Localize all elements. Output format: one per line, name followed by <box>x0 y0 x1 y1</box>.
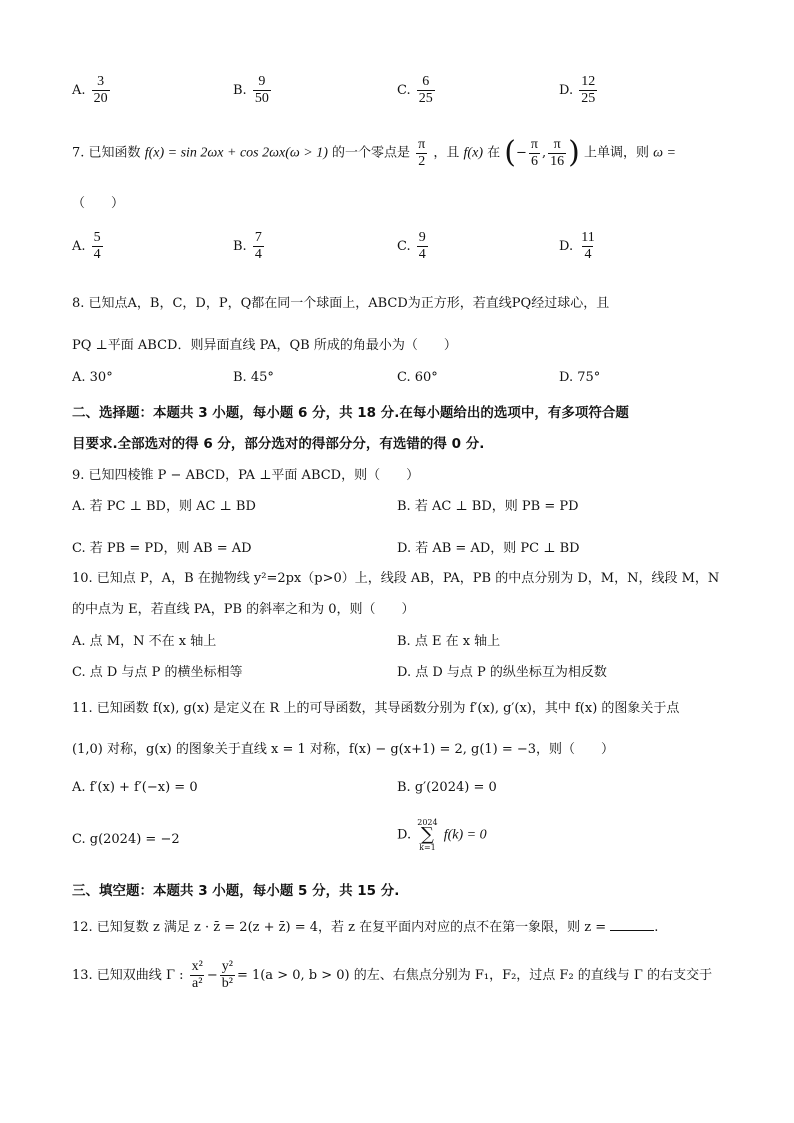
option-label: A. <box>72 239 86 254</box>
q7-function: f(x) = sin 2ωx + cos 2ωx(ω > 1) <box>144 145 328 161</box>
q10-option-a: A. 点 M，N 不在 x 轴上 <box>72 634 217 649</box>
q9-option-c: C. 若 PB = PD，则 AB = AD <box>72 541 252 556</box>
right-paren: ) <box>568 135 580 170</box>
q7-function: f(x) <box>463 145 483 161</box>
option-label: D. <box>559 239 574 254</box>
fraction: $\frac{3}{20}$ <box>93 74 108 106</box>
sigma-glyph: ∑ <box>420 824 434 845</box>
sum-expression: f(k) = 0 <box>443 827 487 843</box>
fraction: $\frac{\pi}{16}$ <box>550 136 565 169</box>
q12-stem <box>72 916 658 935</box>
q11-line2: (1,0) 对称，g(x) 的图象关于直线 x = 1 对称，f(x) − g(x+1) = 2, g(1) = −3，则（ ） <box>72 742 615 757</box>
q8-option-b: B. 45° <box>233 370 274 385</box>
option-label: C. <box>397 83 411 98</box>
q8-option-c: C. 60° <box>397 370 438 385</box>
q7-omega: ω = <box>653 145 676 161</box>
q7-option-a <box>72 230 105 263</box>
q7-text: ，且 <box>433 145 460 161</box>
q7-stem: 7. 已知函数 f(x) = sin 2ωx + cos 2ωx(ω > 1) 的一个零点是 $\frac{\pi}{2}$ ，且 f(x) 在 (− $\frac{\pi}{6}$ , $\frac{\pi}{16}$ ) 上单调，则 ω = <box>72 135 676 170</box>
q9-option-a: A. 若 PC ⊥ BD，则 AC ⊥ BD <box>72 499 256 514</box>
q9-stem: 9. 已知四棱锥 P − ABCD，PA ⊥平面 ABCD，则（ ） <box>72 468 420 483</box>
q6-option-b <box>233 74 273 107</box>
fraction: $\frac{\text{x²}}{\text{a²}}$ <box>191 959 203 991</box>
q8-line1: 8. 已知点A，B，C，D，P，Q都在同一个球面上，ABCD为正方形，若直线PQ经过球心，且 <box>72 296 610 311</box>
fraction: $\frac{11}{4}$ <box>581 230 595 262</box>
q6-option-d <box>559 74 599 107</box>
q6-option-c <box>397 74 437 107</box>
minus-sign: − <box>206 968 218 983</box>
q11-line1: 11. 已知函数 f(x), g(x) 是定义在 R 上的可导函数，其导函数分别为 f′(x), g′(x)，其中 f(x) 的图象关于点 <box>72 701 680 716</box>
q12-text: 12. 已知复数 z 满足 z · z̄ = 2(z + z̄) = 4，若 z 在复平面内对应的点不在第一象限，则 z = <box>72 920 607 935</box>
option-label: C. <box>397 239 411 254</box>
fraction: $\frac{12}{25}$ <box>581 74 596 106</box>
q7-option-c <box>397 230 430 263</box>
q11-option-b: B. g′(2024) = 0 <box>397 780 497 795</box>
option-label: B. <box>233 239 247 254</box>
option-label: A. <box>72 83 86 98</box>
sum-lower-limit: k=1 <box>419 843 436 852</box>
minus-sign: − <box>516 145 527 161</box>
q9-option-d: D. 若 AB = AD，则 PC ⊥ BD <box>397 541 580 556</box>
q10-line2: 的中点为 E，若直线 PA，PB 的斜率之和为 0，则（ ） <box>72 602 415 617</box>
option-label: D. <box>559 83 574 98</box>
q13-text: 13. 已知双曲线 Γ : <box>72 968 184 983</box>
q13-text: = 1(a > 0, b > 0) 的左、右焦点分别为 F₁，F₂，过点 F₂ 的直线与 Γ 的右支交于 <box>236 968 713 983</box>
q7-answer-paren: （ ） <box>72 196 125 211</box>
q11-option-d <box>397 818 487 852</box>
fraction: $\frac{\pi}{6}$ <box>530 136 538 169</box>
q9-option-b: B. 若 AC ⊥ BD，则 PB = PD <box>397 499 579 514</box>
fraction: $\frac{9}{50}$ <box>254 74 269 106</box>
q8-option-d: D. 75° <box>559 370 601 385</box>
option-label: B. <box>233 83 247 98</box>
sum-upper-limit: 2024 <box>417 818 438 827</box>
q6-option-a <box>72 74 112 107</box>
option-label: D. <box>397 827 412 843</box>
q10-option-b: B. 点 E 在 x 轴上 <box>397 634 501 649</box>
q11-option-c: C. g(2024) = −2 <box>72 832 180 847</box>
q7-text: 上单调，则 <box>583 145 649 161</box>
q10-line1: 10. 已知点 P，A，B 在抛物线 y²=2px（p>0）上，线段 AB，PA，PB 的中点分别为 D，M，N，线段 M，N <box>72 571 720 586</box>
q10-option-d: D. 点 D 与点 P 的纵坐标互为相反数 <box>397 665 607 680</box>
left-paren: ( <box>504 135 516 170</box>
q13-stem <box>72 956 712 996</box>
q11-option-a: A. f′(x) + f′(−x) = 0 <box>72 780 198 795</box>
fraction: $\frac{\pi}{2}$ <box>418 136 426 169</box>
q10-option-c: C. 点 D 与点 P 的横坐标相等 <box>72 665 243 680</box>
q7-text: 在 <box>487 145 501 161</box>
fraction: $\frac{\text{y²}}{\text{b²}}$ <box>221 959 233 991</box>
summation-symbol <box>417 818 437 852</box>
q7-text: 7. 已知函数 <box>72 145 141 161</box>
section-3-heading: 三、填空题：本题共 3 小题，每小题 5 分，共 15 分. <box>72 883 400 899</box>
section-2-heading-line2: 目要求.全部选对的得 6 分，部分选对的得部分分，有选错的得 0 分. <box>72 436 485 452</box>
q8-line2: PQ ⊥平面 ABCD．则异面直线 PA，QB 所成的角最小为（ ） <box>72 338 457 353</box>
fraction: $\frac{7}{4}$ <box>254 230 262 262</box>
answer-blank[interactable] <box>610 918 654 931</box>
q7-option-b <box>233 230 266 263</box>
fraction: $\frac{9}{4}$ <box>418 230 426 262</box>
fraction: $\frac{5}{4}$ <box>93 230 101 262</box>
q12-period: . <box>654 920 659 935</box>
fraction: $\frac{6}{25}$ <box>418 74 433 106</box>
q7-option-d <box>559 230 599 263</box>
q8-option-a: A. 30° <box>72 370 113 385</box>
section-2-heading-line1: 二、选择题：本题共 3 小题，每小题 6 分，共 18 分.在每小题给出的选项中，有多项符合题 <box>72 405 629 421</box>
q7-text: 的一个零点是 <box>332 145 411 161</box>
